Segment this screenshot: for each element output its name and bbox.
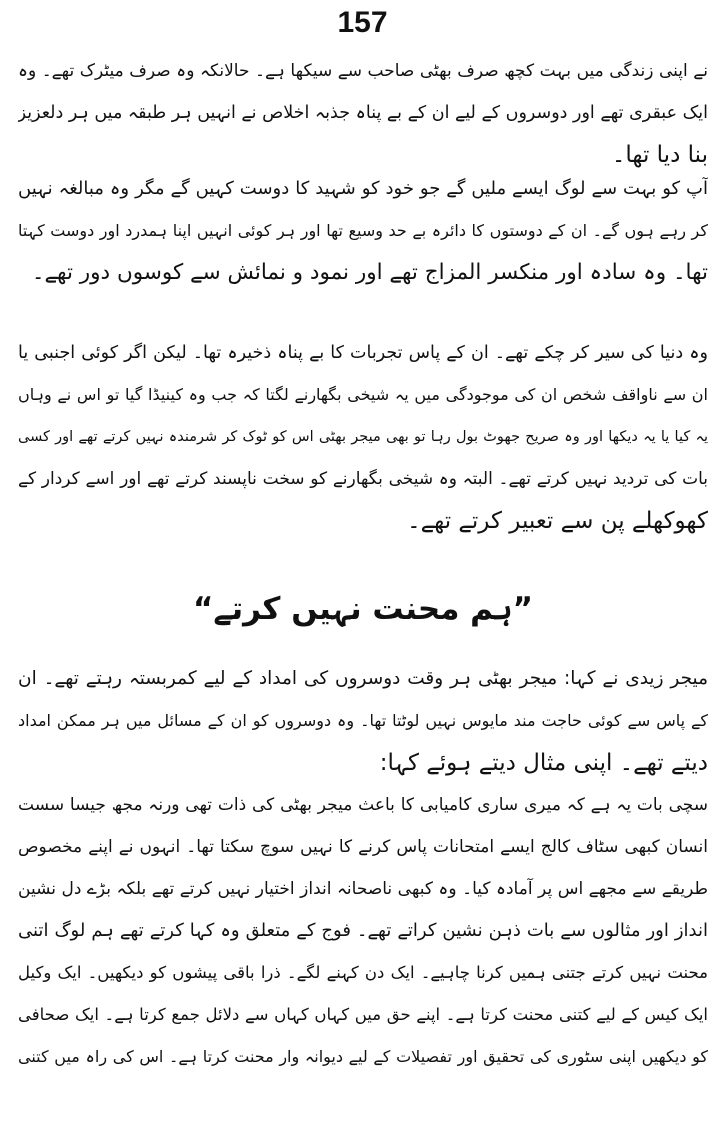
text-line: ان سے ناواقف شخص ان کی موجودگی میں یہ شیخی بگھارنے لگتا کہ جب وہ کینیڈا گیا تو اس نے وہاں bbox=[18, 385, 708, 404]
text-line: بنا دیا تھا۔ bbox=[611, 142, 708, 168]
text-line: محنت نہیں کرتے جتنی ہمیں کرنا چاہیے۔ ایک دن کہنے لگے۔ ذرا باقی پیشوں کو دیکھیں۔ ایک وکیل bbox=[18, 963, 708, 982]
text-line: آپ کو بہت سے لوگ ایسے ملیں گے جو خود کو شہید کا دوست کہیں گے مگر وہ مبالغہ نہیں bbox=[18, 178, 708, 199]
text-line: کے پاس سے کوئی حاجت مند مایوس نہیں لوٹتا تھا۔ وہ دوسروں کو ان کے مسائل میں ہر ممکن امداد bbox=[18, 711, 708, 730]
paragraph-3 bbox=[18, 332, 708, 542]
text-line: یہ کیا یا یہ دیکھا اور وہ صریح جھوٹ بول رہا تو بھی میجر بھٹی اس کو ٹوک کر شرمندہ نہیں کرتے تھے اور کسی bbox=[18, 429, 708, 445]
text-line: نے اپنی زندگی میں بہت کچھ صرف بھٹی صاحب سے سیکھا ہے۔ حالانکہ وہ صرف میٹرک تھے۔ وہ bbox=[18, 61, 708, 81]
text-line: ایک کیس کے لیے کتنی محنت کرتا ہے۔ اپنے حق میں کہاں کہاں سے دلائل جمع کرتا ہے۔ ایک صحافی bbox=[18, 1005, 708, 1024]
text-line: انداز اور مثالوں سے بات ذہن نشین کراتے تھے۔ فوج کے متعلق وہ کہا کرتے تھے ہم لوگ اتنی bbox=[18, 920, 708, 941]
page-number: 157 bbox=[337, 6, 388, 39]
text-line: کو دیکھیں اپنی سٹوری کی تحقیق اور تفصیلات کے لیے دیوانہ وار محنت کرتا ہے۔ اس کی راہ میں کتنی bbox=[18, 1047, 708, 1066]
paragraph-2 bbox=[18, 168, 708, 294]
text-line: میجر زیدی نے کہا: میجر بھٹی ہر وقت دوسروں کی امداد کے لیے کمربستہ رہتے تھے۔ ان bbox=[18, 668, 708, 689]
paragraph-4 bbox=[18, 658, 708, 784]
text-line: کر رہے ہوں گے۔ ان کے دوستوں کا دائرہ بے حد وسیع تھا اور ہر کوئی انہیں اپنا ہمدرد اور دوست کہتا bbox=[18, 221, 708, 240]
text-line: تھا۔ وہ سادہ اور منکسر المزاج تھے اور نمود و نمائش سے کوسوں دور تھے۔ bbox=[31, 260, 708, 285]
text-line: بات کی تردید نہیں کرتے تھے۔ البتہ وہ شیخی بگھارنے کو سخت ناپسند کرتے تھے اور اسے کردار کے bbox=[18, 469, 708, 489]
section-heading: ”ہم محنت نہیں کرتے“ bbox=[192, 591, 534, 627]
text-line: ایک عبقری تھے اور دوسروں کے لیے ان کے بے پناہ جذبہ اخلاص نے انہیں ہر طبقہ میں ہر دلعزیز bbox=[18, 103, 708, 123]
text-line: کھوکھلے پن سے تعبیر کرتے تھے۔ bbox=[407, 508, 708, 534]
text-line: انسان کبھی سٹاف کالج ایسے امتحانات پاس کرنے کا نہیں سوچ سکتا تھا۔ انہوں نے اپنے مخصوص bbox=[18, 837, 708, 857]
paragraph-5 bbox=[18, 784, 708, 1078]
text-line: دیتے تھے۔ اپنی مثال دیتے ہوئے کہا: bbox=[379, 750, 708, 776]
text-line: سچی بات یہ ہے کہ میری ساری کامیابی کا باعث میجر بھٹی کی ذات تھی ورنہ مجھ جیسا سست bbox=[18, 795, 708, 815]
text-line: طریقے سے مجھے اس پر آمادہ کیا۔ وہ کبھی ناصحانہ انداز اختیار نہیں کرتے تھے بلکہ بڑے دل نشین bbox=[18, 879, 708, 899]
text-line: وہ دنیا کی سیر کر چکے تھے۔ ان کے پاس تجربات کا بے پناہ ذخیرہ تھا۔ لیکن اگر کوئی اجنبی یا bbox=[18, 343, 708, 363]
paragraph-1 bbox=[18, 50, 708, 176]
